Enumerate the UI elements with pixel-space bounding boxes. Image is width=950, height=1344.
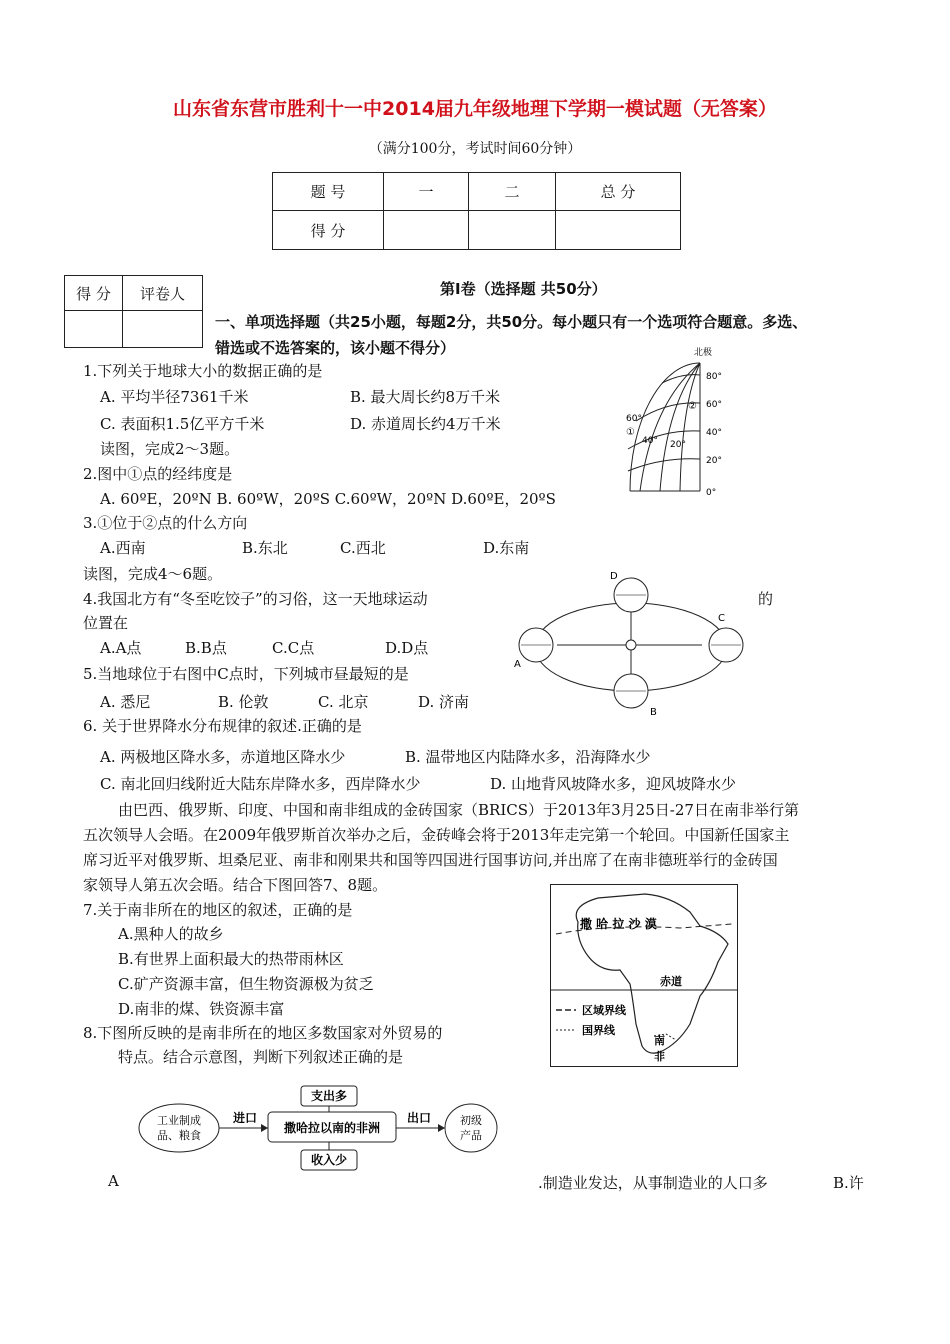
instructions-line2: 错选或不选答案的，该小题不得分） xyxy=(215,339,456,357)
q7-option-d: D.南非的煤、铁资源丰富 xyxy=(118,1000,285,1018)
globe-lat-40: 40° xyxy=(706,428,722,438)
q1-option-b: B. 最大周长约8万千米 xyxy=(350,388,501,406)
exports-oval-line2: 产品 xyxy=(460,1129,482,1142)
q3-option-d: D.东南 xyxy=(483,539,530,557)
score-header-total: 总 分 xyxy=(556,173,681,211)
document-subtitle: （满分100分，考试时间60分钟） xyxy=(368,141,582,157)
meridian-2 xyxy=(660,363,700,491)
q3-option-c: C.西北 xyxy=(340,539,386,557)
africa-map xyxy=(550,884,738,1067)
read-4-6: 读图，完成4～6题。 xyxy=(83,565,223,583)
q4-option-b: B.B点 xyxy=(185,639,227,657)
globe-lat-80: 80° xyxy=(706,372,722,382)
q2-options: A. 60ºE，20ºN B. 60ºW，20ºS C.60ºW，20ºN D.60ºE，20ºS xyxy=(100,490,556,508)
document-title: 山东省东营市胜利十一中2014届九年级地理下学期一模试题（无答案） xyxy=(173,98,777,120)
passage-line3: 席习近平对俄罗斯、坦桑尼亚、南非和刚果共和国等四国进行国事访问,并出席了在南非德班举行的金砖国 xyxy=(83,851,778,869)
globe-outline xyxy=(630,363,700,491)
exports-oval-line1: 初级 xyxy=(460,1114,482,1127)
q8-option-b-text: B.许 xyxy=(833,1174,864,1192)
passage-line4: 家领导人第五次会晤。结合下图回答7、8题。 xyxy=(83,876,388,894)
grader-score-label: 得 分 xyxy=(65,276,123,311)
globe-lat-0: 0° xyxy=(706,488,717,498)
trade-diagram xyxy=(135,1084,500,1174)
score-header-part1: 一 xyxy=(384,173,469,211)
read-2-3: 读图，完成2～3题。 xyxy=(100,440,240,458)
imports-oval-line2: 品、粮食 xyxy=(157,1129,201,1142)
q6-option-c: C. 南北回归线附近大陆东岸降水多，西岸降水少 xyxy=(100,775,421,793)
globe-lat-60: 60° xyxy=(706,400,722,410)
import-arrowhead-icon xyxy=(261,1124,268,1132)
orbit-label-d: D xyxy=(610,571,618,582)
exports-oval xyxy=(445,1104,497,1152)
q3-option-a: A.西南 xyxy=(100,539,146,557)
bottom-box-label: 收入少 xyxy=(310,1153,348,1167)
orbit-figure xyxy=(512,565,750,720)
south-africa-label-2: 非 xyxy=(654,1050,665,1063)
q6-option-b: B. 温带地区内陆降水多，沿海降水少 xyxy=(405,748,651,766)
parallel-20 xyxy=(628,459,700,471)
imports-oval-line1: 工业制成 xyxy=(157,1114,201,1127)
globe-lon-20: 20° xyxy=(670,440,686,450)
q5-option-a: A. 悉尼 xyxy=(100,693,151,711)
q5-option-b: B. 伦敦 xyxy=(218,693,269,711)
center-box-label: 撒哈拉以南的非洲 xyxy=(283,1121,381,1135)
export-label: 出口 xyxy=(407,1111,432,1125)
q2-stem: 2.图中①点的经纬度是 xyxy=(83,465,233,483)
legend-national-label: 国界线 xyxy=(582,1024,615,1037)
orbit-label-a: A xyxy=(514,659,521,670)
q5-stem: 5.当地球位于右图中C点时，下列城市昼最短的是 xyxy=(83,665,409,683)
grader-score-cell xyxy=(65,311,123,348)
globe-lat-20: 20° xyxy=(706,456,722,466)
q6-stem: 6. 关于世界降水分布规律的叙述.正确的是 xyxy=(83,717,362,735)
export-arrowhead-icon xyxy=(438,1124,445,1132)
orbit-label-b: B xyxy=(650,707,657,718)
q1-option-c: C. 表面积1.5亿平方千米 xyxy=(100,415,265,433)
q1-stem: 1.下列关于地球大小的数据正确的是 xyxy=(83,362,323,380)
sahara-label: 撒 哈 拉 沙 漠 xyxy=(580,917,657,931)
globe-point-1: ① xyxy=(626,427,635,438)
score-cell-part1 xyxy=(384,211,469,250)
score-header-part2: 二 xyxy=(469,173,556,211)
parallel-40 xyxy=(628,431,700,449)
passage-line1: 由巴西、俄罗斯、印度、中国和南非组成的金砖国家（BRICS）于2013年3月25日-27日在南非举行第 xyxy=(118,801,799,819)
globe-figure xyxy=(612,343,740,500)
q8-stem-line2: 特点。结合示意图，判断下列叙述正确的是 xyxy=(118,1048,404,1066)
instructions-line1: 一、单项选择题（共25小题，每题2分，共50分。每小题只有一个选项符合题意。多选、 xyxy=(215,313,808,331)
grader-name-label: 评卷人 xyxy=(123,276,203,311)
orbit-label-c: C xyxy=(718,613,725,624)
equator-label: 赤道 xyxy=(660,975,682,988)
q8-option-a-letter: A xyxy=(108,1172,119,1190)
score-cell-part2 xyxy=(469,211,556,250)
q3-option-b: B.东北 xyxy=(242,539,288,557)
q7-option-b: B.有世界上面积最大的热带雨林区 xyxy=(118,950,344,968)
grader-table xyxy=(64,275,203,348)
import-label: 进口 xyxy=(233,1111,258,1125)
q4-stem-line2: 位置在 xyxy=(83,614,129,632)
map-frame xyxy=(551,885,738,1067)
top-box-label: 支出多 xyxy=(310,1089,348,1103)
q1-option-a: A. 平均半径7361千米 xyxy=(100,388,249,406)
globe-lon-60: 60° xyxy=(626,414,642,424)
legend-region-label: 区域界线 xyxy=(582,1004,626,1017)
q6-option-d: D. 山地背风坡降水多，迎风坡降水少 xyxy=(490,775,737,793)
q7-stem: 7.关于南非所在的地区的叙述，正确的是 xyxy=(83,901,353,919)
score-header-label: 题 号 xyxy=(273,173,384,211)
q7-option-c: C.矿产资源丰富，但生物资源极为贫乏 xyxy=(118,975,374,993)
globe-north-pole-label: 北极 xyxy=(694,348,713,358)
globe-point-2: ② xyxy=(688,401,697,412)
q8-stem: 8.下图所反映的是南非所在的地区多数国家对外贸易的 xyxy=(83,1024,443,1042)
imports-oval xyxy=(139,1104,219,1152)
globe-lon-40: 40° xyxy=(642,436,658,446)
score-table xyxy=(272,172,681,250)
q8-option-a-text: .制造业发达，从事制造业的人口多 xyxy=(538,1174,768,1192)
q6-option-a: A. 两极地区降水多，赤道地区降水少 xyxy=(100,748,346,766)
q1-option-d: D. 赤道周长约4万千米 xyxy=(350,415,501,433)
passage-line2: 五次领导人会晤。在2009年俄罗斯首次举办之后，金砖峰会将于2013年走完第一个轮回。中国新任国家主 xyxy=(83,826,790,844)
q5-option-c: C. 北京 xyxy=(318,693,369,711)
q4-stem-end: 的 xyxy=(758,590,774,608)
score-cell-total xyxy=(556,211,681,250)
grader-name-cell xyxy=(123,311,203,348)
q4-option-d: D.D点 xyxy=(385,639,429,657)
score-row-label: 得 分 xyxy=(273,211,384,250)
q7-option-a: A.黑种人的故乡 xyxy=(118,925,224,943)
q4-stem: 4.我国北方有“冬至吃饺子”的习俗，这一天地球运动 xyxy=(83,590,428,608)
meridian-3 xyxy=(680,363,700,491)
section-title: 第Ⅰ卷（选择题 共50分） xyxy=(440,280,607,298)
q4-option-a: A.A点 xyxy=(100,639,142,657)
q3-stem: 3.①位于②点的什么方向 xyxy=(83,514,248,532)
sun-icon xyxy=(626,640,636,650)
q5-option-d: D. 济南 xyxy=(418,693,470,711)
south-africa-label-1: 南 xyxy=(654,1034,665,1047)
q4-option-c: C.C点 xyxy=(272,639,315,657)
